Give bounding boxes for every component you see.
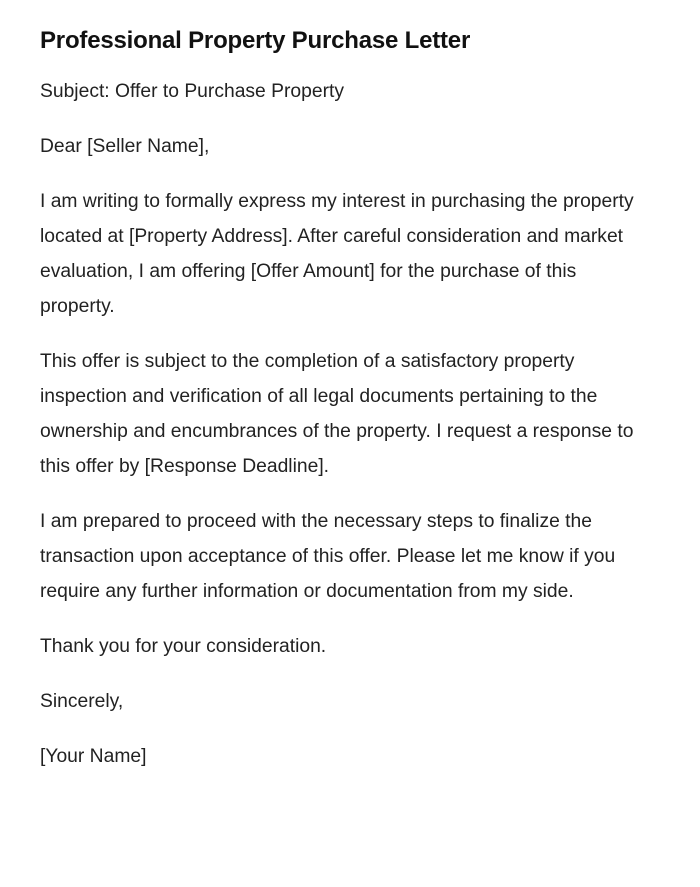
letter-paragraph-3: I am prepared to proceed with the necessary steps to finalize the transaction upon acceptance of this offer. Please let me know if you require any further information or documentation from my side. [40, 511, 616, 602]
letter-paragraph-2: This offer is subject to the completion of a satisfactory property inspection and verification of all legal documents pertaining to the ownership and encumbrances of the property. I request a response to this offer by [Response Deadline]. [40, 351, 634, 477]
letter-closing-line: Thank you for your consideration. [40, 636, 327, 657]
letter-signature: [Your Name] [40, 746, 147, 767]
letter-document [40, 24, 640, 774]
letter-signoff: Sincerely, [40, 691, 124, 712]
letter-title: Professional Property Purchase Letter [40, 27, 471, 54]
letter-paragraph-1: I am writing to formally express my interest in purchasing the property located at [Property Address]. After careful consideration and market evaluation, I am offering [Offer Amount] for the purchase of this property. [40, 191, 634, 317]
letter-subject: Subject: Offer to Purchase Property [40, 81, 345, 102]
letter-greeting: Dear [Seller Name], [40, 136, 210, 157]
